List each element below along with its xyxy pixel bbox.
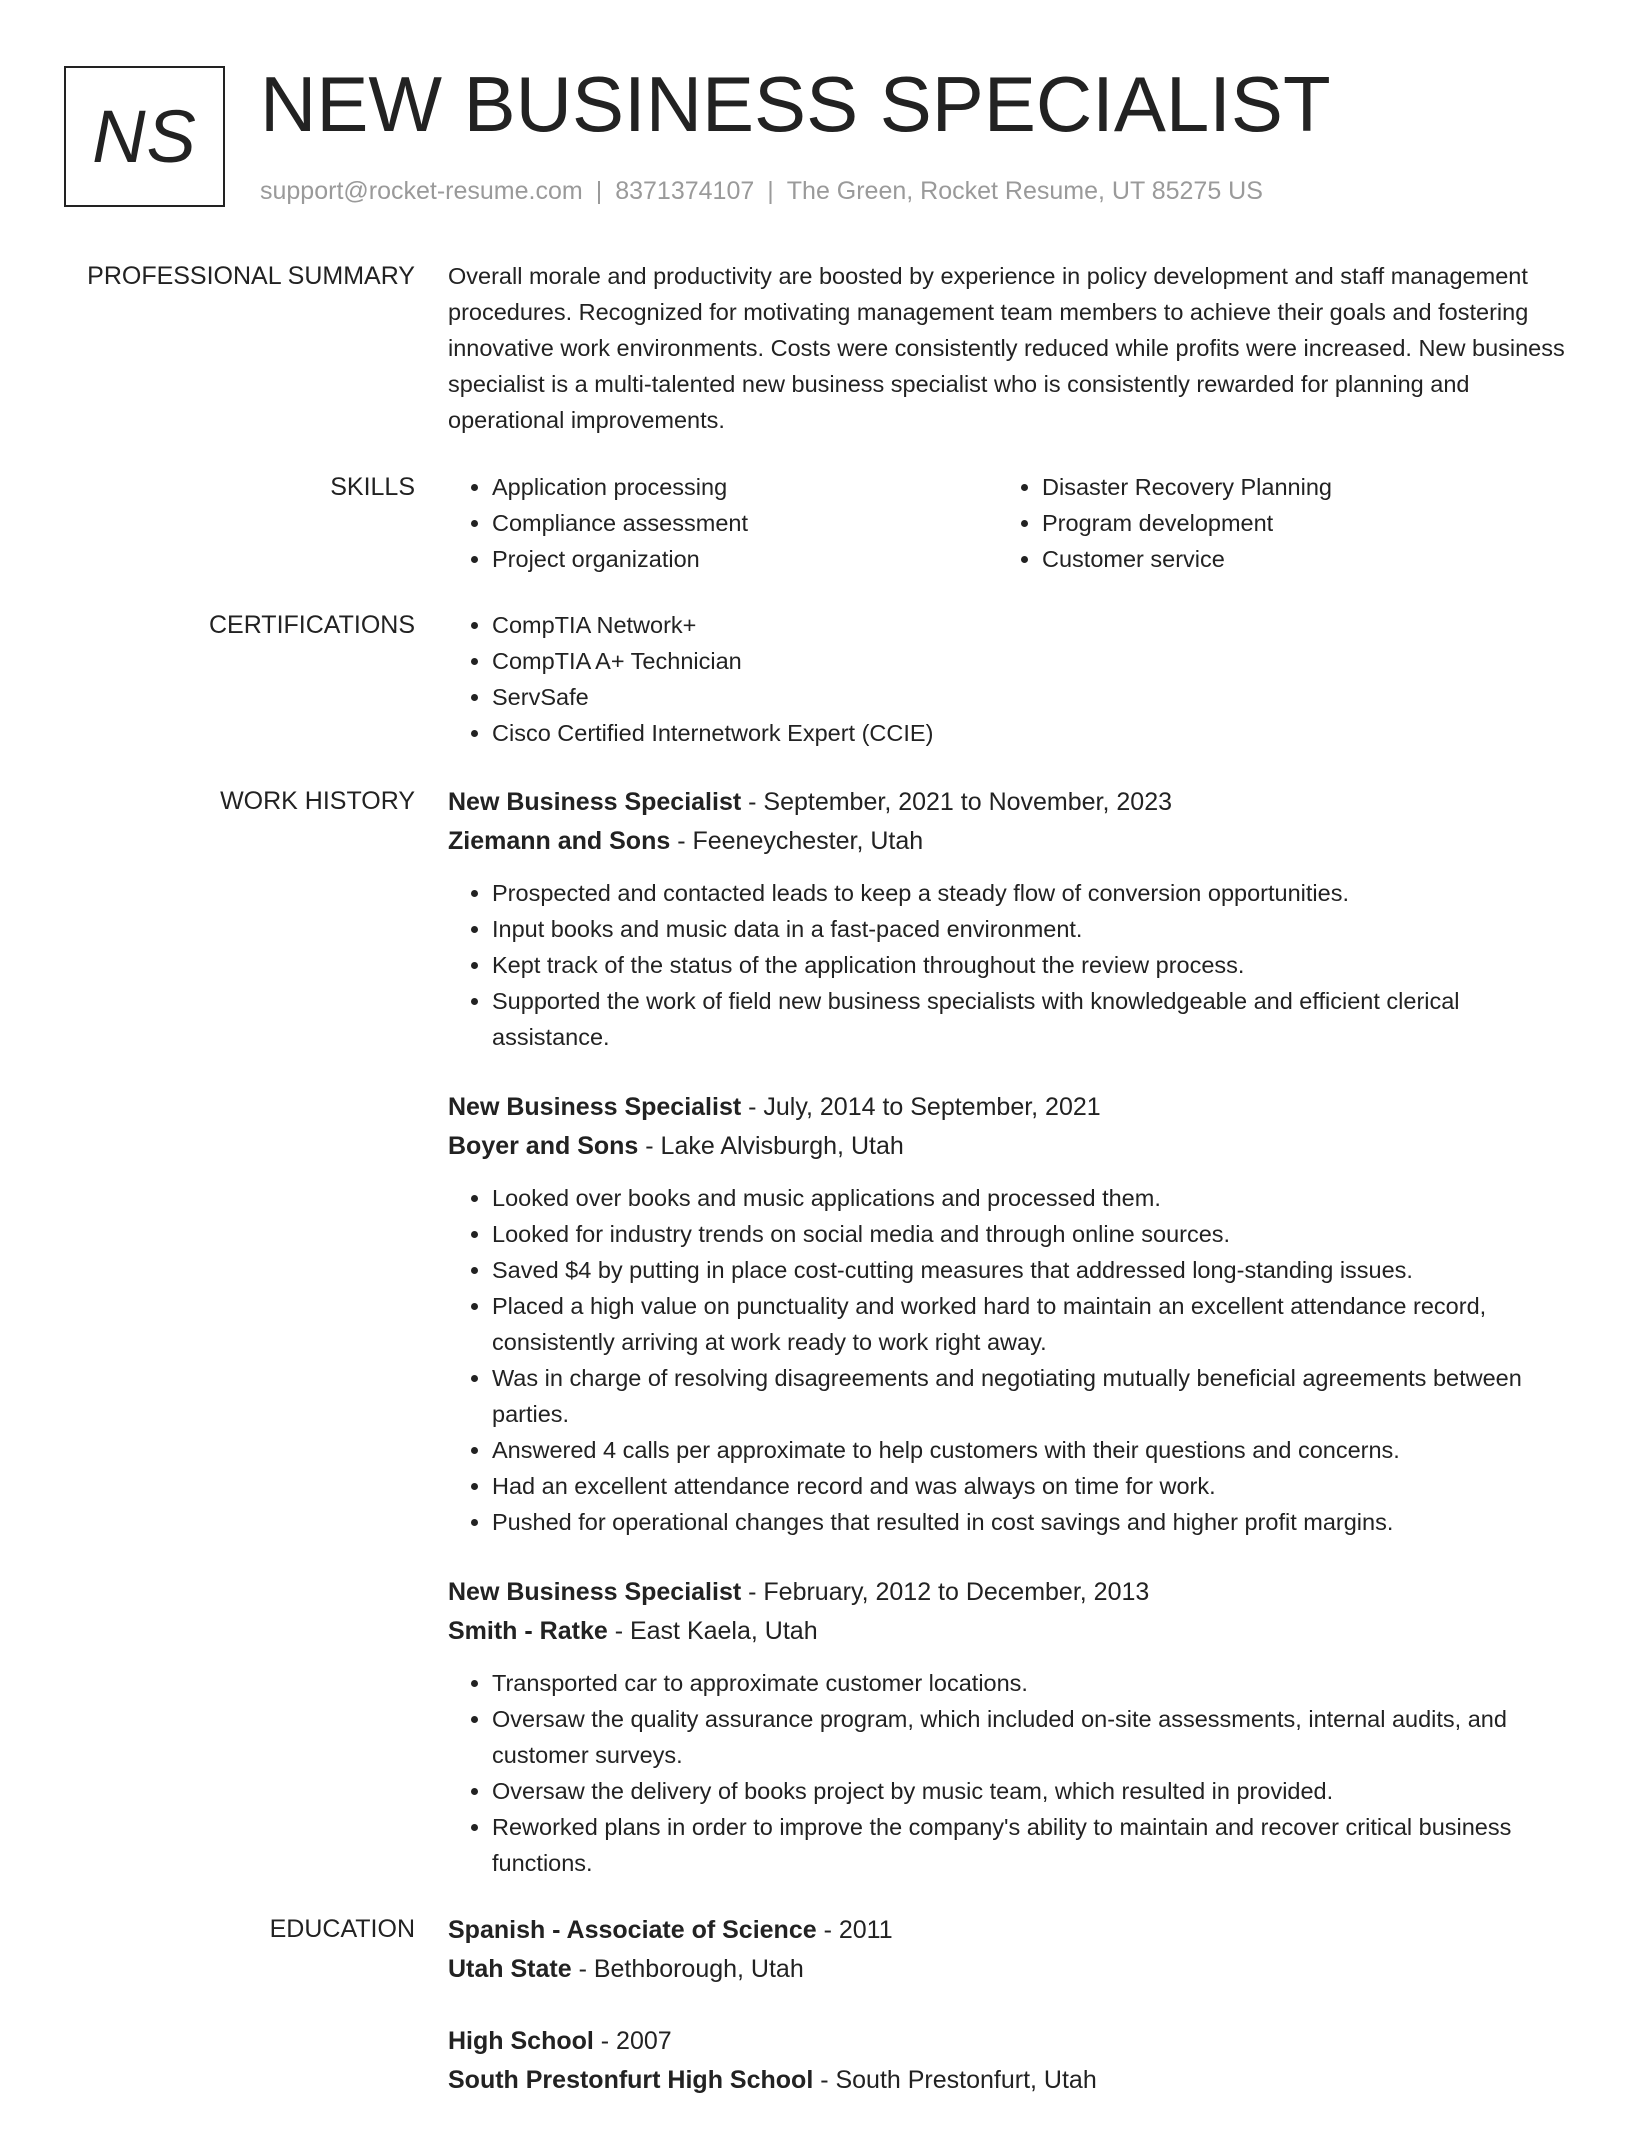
job-bullet: • Reworked plans in order to improve the company's ability to maintain and recover critical business functions.	[492, 1809, 1568, 1881]
education-degree-line	[448, 1911, 1568, 1950]
job-title-line	[448, 1573, 1568, 1612]
education-body	[448, 1911, 1568, 2100]
skill-item: • Customer service	[1042, 541, 1548, 577]
job-bullet: • Oversaw the quality assurance program, which included on-site assessments, internal audits, and customer surveys.	[492, 1701, 1568, 1773]
skills-column-1	[448, 469, 998, 577]
certification-item: • CompTIA A+ Technician	[492, 643, 1568, 679]
skills-column-2	[998, 469, 1548, 577]
job-title-line	[448, 783, 1568, 822]
job-entry	[448, 783, 1568, 1055]
education-school-line	[448, 1950, 1568, 1989]
education-degree-line	[448, 2022, 1568, 2061]
job-entry	[448, 1573, 1568, 1881]
job-dates: - July, 2014 to September, 2021	[741, 1093, 1101, 1121]
job-bullet: • Looked for industry trends on social media and through online sources.	[492, 1216, 1568, 1252]
work-history-section	[0, 783, 1632, 1881]
certification-item: • CompTIA Network+	[492, 607, 1568, 643]
skills-section	[0, 469, 1632, 577]
summary-text: Overall morale and productivity are boosted by experience in policy development and staff management procedures. Recognized for motivating management team members to achieve their goals and fostering innovative work environments. Costs were consistently reduced while profits were increased. New business specialist is a multi-talented new business specialist who is consistently rewarded for planning and operational improvements.	[448, 263, 1565, 433]
summary-body	[448, 258, 1568, 438]
contact-separator: |	[767, 177, 774, 205]
contact-phone[interactable]: 8371374107	[615, 177, 755, 205]
page-title: NEW BUSINESS SPECIALIST	[260, 60, 1331, 148]
certifications-list	[448, 607, 1568, 751]
skill-item: • Application processing	[492, 469, 998, 505]
skill-item: • Project organization	[492, 541, 998, 577]
job-bullet: • Pushed for operational changes that resulted in cost savings and higher profit margins.	[492, 1504, 1568, 1540]
job-bullets	[448, 1180, 1568, 1540]
contact-line	[260, 174, 1263, 208]
skill-item: • Program development	[1042, 505, 1548, 541]
skill-item: • Disaster Recovery Planning	[1042, 469, 1548, 505]
education-location: - Bethborough, Utah	[571, 1955, 804, 1983]
certifications-body	[448, 607, 1568, 751]
job-location: - East Kaela, Utah	[607, 1617, 818, 1645]
job-bullet: • Placed a high value on punctuality and worked hard to maintain an excellent attendance record, consistently arriving at work ready to work right away.	[492, 1288, 1568, 1360]
job-bullets	[448, 875, 1568, 1055]
job-bullet: • Was in charge of resolving disagreements and negotiating mutually beneficial agreements between parties.	[492, 1360, 1568, 1432]
job-bullet: • Answered 4 calls per approximate to help customers with their questions and concerns.	[492, 1432, 1568, 1468]
monogram-box	[64, 66, 225, 207]
job-title-line	[448, 1088, 1568, 1127]
job-bullet: • Prospected and contacted leads to keep a steady flow of conversion opportunities.	[492, 875, 1568, 911]
education-degree: High School	[448, 2027, 594, 2055]
job-location: - Lake Alvisburgh, Utah	[638, 1132, 904, 1160]
education-entry	[448, 2022, 1568, 2100]
job-company-line	[448, 1612, 1568, 1651]
job-title: New Business Specialist	[448, 1093, 742, 1121]
job-company: Ziemann and Sons	[448, 827, 671, 855]
job-company-line	[448, 1127, 1568, 1166]
contact-separator: |	[595, 177, 603, 205]
job-bullet: • Looked over books and music applications and processed them.	[492, 1180, 1568, 1216]
resume-content	[0, 258, 1632, 2131]
contact-address: The Green, Rocket Resume, UT 85275 US	[786, 177, 1263, 205]
job-bullets	[448, 1665, 1568, 1881]
certifications-section	[0, 607, 1632, 751]
education-year: - 2007	[593, 2027, 672, 2055]
summary-section	[0, 258, 1632, 438]
job-location: - Feeneychester, Utah	[670, 827, 924, 855]
job-bullet: • Transported car to approximate customer locations.	[492, 1665, 1568, 1701]
skills-grid	[448, 469, 1568, 577]
job-title: New Business Specialist	[448, 1578, 742, 1606]
certification-item: • ServSafe	[492, 679, 1568, 715]
section-label-work-history: WORK HISTORY	[220, 787, 415, 815]
education-entry	[448, 1911, 1568, 1989]
job-dates: - February, 2012 to December, 2013	[741, 1578, 1150, 1606]
education-year: - 2011	[816, 1916, 893, 1944]
job-company-line	[448, 822, 1568, 861]
job-bullet: • Input books and music data in a fast-paced environment.	[492, 911, 1568, 947]
section-label-summary: PROFESSIONAL SUMMARY	[87, 262, 415, 290]
education-section	[0, 1911, 1632, 2100]
education-school-line	[448, 2061, 1568, 2100]
job-title: New Business Specialist	[448, 788, 742, 816]
contact-email[interactable]: support@rocket-resume.com	[260, 177, 583, 205]
job-company: Boyer and Sons	[448, 1132, 639, 1160]
job-company: Smith - Ratke	[448, 1617, 608, 1645]
job-bullet: • Oversaw the delivery of books project by music team, which resulted in provided.	[492, 1773, 1568, 1809]
skill-item: • Compliance assessment	[492, 505, 998, 541]
job-bullet: • Kept track of the status of the application throughout the review process.	[492, 947, 1568, 983]
education-location: - South Prestonfurt, Utah	[813, 2066, 1097, 2094]
job-entry	[448, 1088, 1568, 1540]
job-bullet: • Supported the work of field new business specialists with knowledgeable and efficient clerical assistance.	[492, 983, 1568, 1055]
work-history-body	[448, 783, 1568, 1881]
job-dates: - September, 2021 to November, 2023	[741, 788, 1173, 816]
section-label-skills: SKILLS	[330, 473, 415, 501]
job-bullet: • Saved $4 by putting in place cost-cutting measures that addressed long-standing issues.	[492, 1252, 1568, 1288]
education-school: Utah State	[448, 1955, 572, 1983]
section-label-education: EDUCATION	[269, 1915, 415, 1943]
education-degree: Spanish - Associate of Science	[448, 1916, 817, 1944]
education-school: South Prestonfurt High School	[448, 2066, 814, 2094]
certification-item: • Cisco Certified Internetwork Expert (CCIE)	[492, 715, 1568, 751]
section-label-certifications: CERTIFICATIONS	[208, 611, 415, 639]
job-bullet: • Had an excellent attendance record and was always on time for work.	[492, 1468, 1568, 1504]
monogram-initials: NS	[92, 95, 197, 178]
